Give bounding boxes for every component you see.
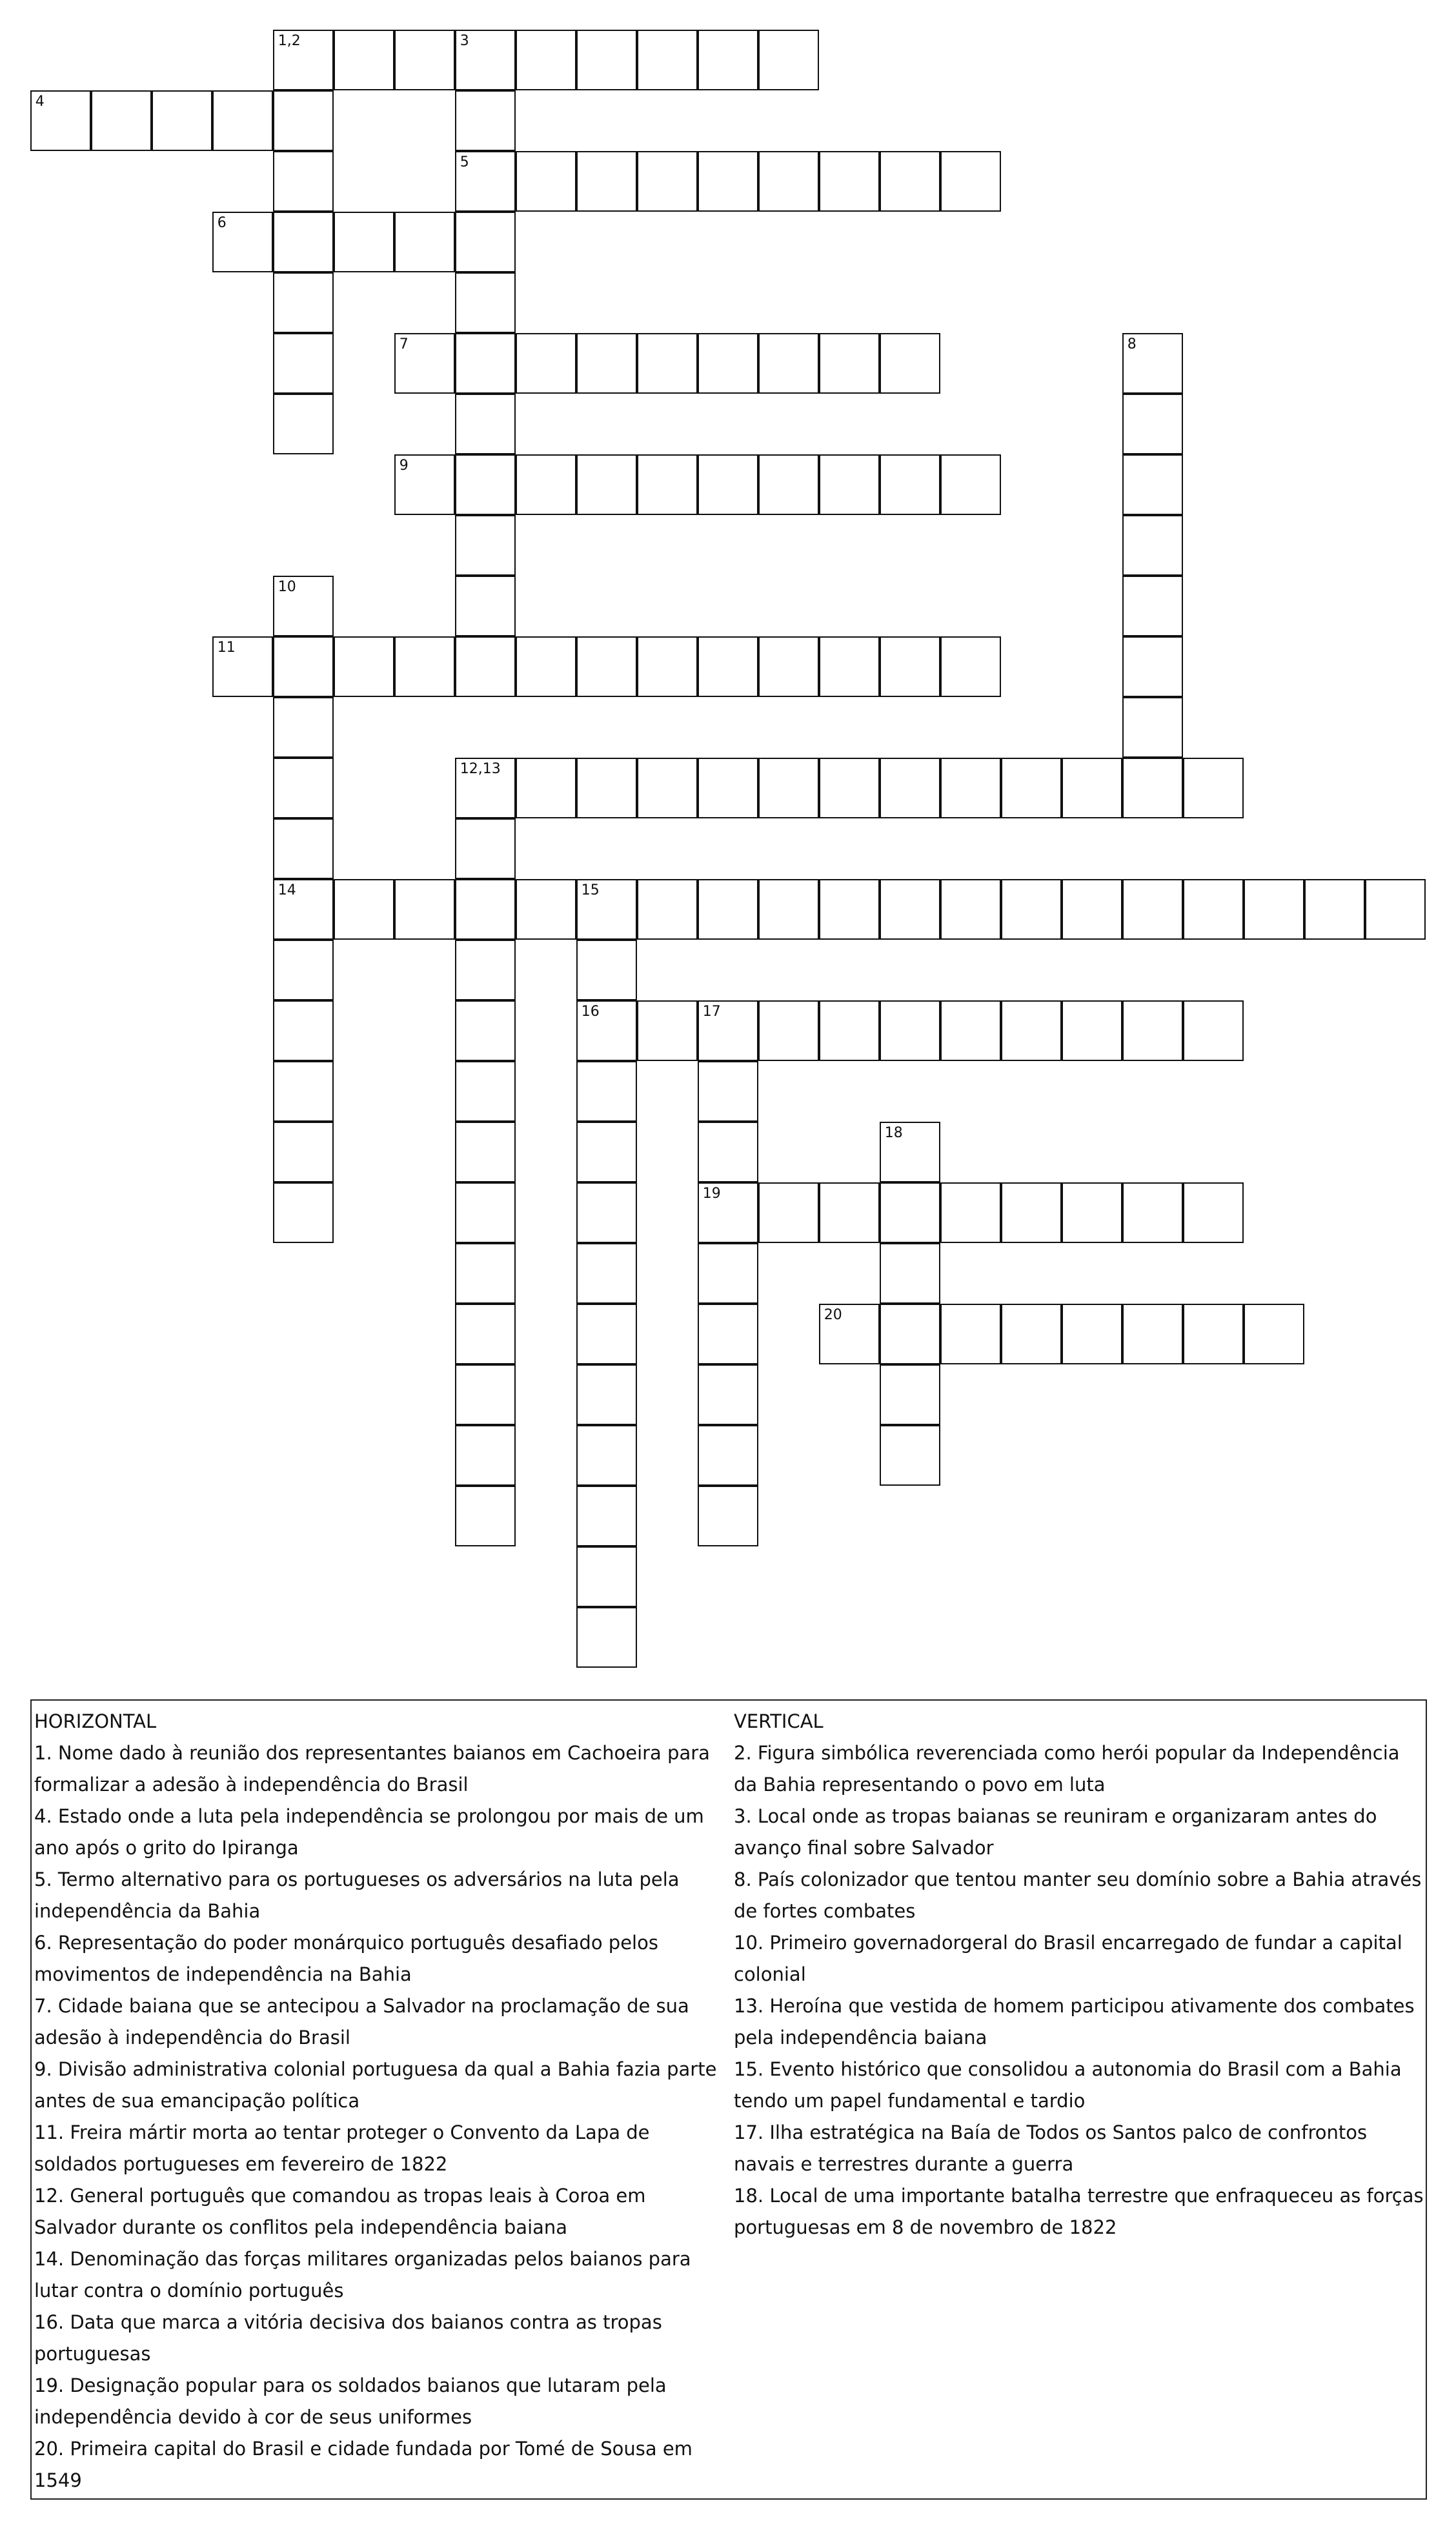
clue-number: 19 [702,1185,721,1202]
grid-cell[interactable] [758,151,819,212]
grid-cell[interactable] [758,1182,819,1243]
grid-cell[interactable] [334,212,394,272]
grid-cell[interactable] [1062,758,1122,818]
grid-cell[interactable] [940,1304,1001,1364]
grid-cell[interactable] [880,151,940,212]
horizontal-clue-1: 1. Nome dado à reunião dos representantes baianos em Cachoeira para formalizar a adesão à independência do Brasil [34,1742,710,1796]
horizontal-clue-19: 19. Designação popular para os soldados baianos que lutaram pela independência devido à cor de seus uniformes [34,2374,667,2428]
grid-cell[interactable] [576,758,637,818]
grid-cell[interactable] [273,151,334,212]
grid-cell[interactable] [1001,1304,1062,1364]
clue-number: 3 [460,32,469,49]
grid-cell[interactable] [455,333,516,394]
clue-number: 12,13 [460,760,501,777]
grid-cell[interactable] [698,1486,758,1546]
grid-cell[interactable] [940,1000,1001,1061]
grid-cell[interactable] [576,879,637,940]
grid-cell[interactable] [516,333,576,394]
grid-cell[interactable] [455,90,516,151]
grid-cell[interactable] [576,1304,637,1364]
grid-cell[interactable] [516,636,576,697]
grid-cell[interactable] [698,30,758,90]
grid-cell[interactable] [455,1122,516,1182]
grid-cell[interactable] [516,30,576,90]
grid-cell[interactable] [1062,1000,1122,1061]
grid-cell[interactable] [880,1364,940,1425]
grid-cell[interactable] [880,1182,940,1243]
grid-cell[interactable] [30,90,91,151]
clue-number: 1,2 [278,32,301,49]
grid-cell[interactable] [698,879,758,940]
grid-cell[interactable] [394,636,455,697]
grid-cell[interactable] [758,636,819,697]
grid-cell[interactable] [698,1000,758,1061]
grid-cell[interactable] [819,151,880,212]
grid-cell[interactable] [1183,1304,1244,1364]
grid-cell[interactable] [455,1243,516,1304]
grid-cell[interactable] [758,879,819,940]
grid-cell[interactable] [273,697,334,758]
grid-cell[interactable] [1122,394,1183,454]
grid-cell[interactable] [880,879,940,940]
grid-cell[interactable] [1001,1182,1062,1243]
grid-cell[interactable] [394,879,455,940]
grid-cell[interactable] [152,90,212,151]
horizontal-clue-20: 20. Primeira capital do Brasil e cidade fundada por Tomé de Sousa em 1549 [34,2438,693,2491]
clue-number: 9 [399,457,409,474]
grid-cell[interactable] [576,1000,637,1061]
grid-cell[interactable] [576,333,637,394]
grid-cell[interactable] [1001,758,1062,818]
grid-cell[interactable] [273,90,334,151]
grid-cell[interactable] [1122,697,1183,758]
grid-cell[interactable] [576,940,637,1000]
grid-cell[interactable] [576,30,637,90]
clues-box [30,1699,1427,2500]
grid-cell[interactable] [819,1000,880,1061]
horizontal-clue-12: 12. General português que comandou as tropas leais à Coroa em Salvador durante os conflitos pela independência baiana [34,2185,646,2238]
grid-cell[interactable] [455,1364,516,1425]
grid-cell[interactable] [273,1182,334,1243]
grid-cell[interactable] [698,1061,758,1122]
grid-cell[interactable] [637,454,698,515]
grid-cell[interactable] [1244,1304,1304,1364]
grid-cell[interactable] [576,636,637,697]
clue-number: 6 [217,214,227,231]
grid-cell[interactable] [455,212,516,272]
grid-cell[interactable] [516,758,576,818]
grid-cell[interactable] [698,636,758,697]
grid-cell[interactable] [819,1182,880,1243]
grid-cell[interactable] [455,1061,516,1122]
clue-number: 15 [581,882,600,898]
clue-number: 17 [702,1003,721,1020]
clue-number: 4 [35,93,45,110]
grid-cell[interactable] [819,1304,880,1364]
grid-cell[interactable] [334,30,394,90]
horizontal-clue-6: 6. Representação do poder monárquico português desafiado pelos movimentos de independência na Bahia [34,1932,658,1985]
clue-number: 5 [460,154,469,170]
horizontal-clue-5: 5. Termo alternativo para os portugueses os adversários na luta pela independência da Bahia [34,1868,680,1922]
grid-cell[interactable] [273,212,334,272]
vertical-clue-8: 8. País colonizador que tentou manter seu domínio sobre a Bahia através de fortes combates [734,1868,1422,1922]
grid-cell[interactable] [455,879,516,940]
grid-cell[interactable] [880,1122,940,1182]
grid-cell[interactable] [637,879,698,940]
grid-cell[interactable] [394,30,455,90]
grid-cell[interactable] [637,1000,698,1061]
grid-cell[interactable] [455,515,516,576]
grid-cell[interactable] [1365,879,1426,940]
grid-cell[interactable] [576,1486,637,1546]
grid-cell[interactable] [334,879,394,940]
horizontal-clue-14: 14. Denominação das forças militares organizadas pelos baianos para lutar contra o domínio português [34,2248,691,2302]
grid-cell[interactable] [940,454,1001,515]
grid-cell[interactable] [637,151,698,212]
grid-cell[interactable] [394,212,455,272]
grid-cell[interactable] [758,1000,819,1061]
grid-cell[interactable] [273,1000,334,1061]
grid-cell[interactable] [1001,1000,1062,1061]
grid-cell[interactable] [880,454,940,515]
grid-cell[interactable] [576,1243,637,1304]
horizontal-clue-7: 7. Cidade baiana que se antecipou a Salvador na proclamação de sua adesão à independência do Brasil [34,1995,689,2049]
grid-cell[interactable] [455,1000,516,1061]
vertical-clue-15: 15. Evento histórico que consolidou a autonomia do Brasil com a Bahia tendo um papel fundamental e tardio [734,2058,1402,2112]
clue-number: 20 [824,1306,842,1323]
grid-cell[interactable] [455,1486,516,1546]
horizontal-clue-11: 11. Freira mártir morta ao tentar proteger o Convento da Lapa de soldados portugueses em fevereiro de 1822 [34,2121,650,2175]
grid-cell[interactable] [758,758,819,818]
grid-cell[interactable] [698,1243,758,1304]
grid-cell[interactable] [1244,879,1304,940]
grid-cell[interactable] [212,212,273,272]
grid-cell[interactable] [212,636,273,697]
grid-cell[interactable] [1062,1182,1122,1243]
grid-cell[interactable] [698,333,758,394]
grid-cell[interactable] [455,1304,516,1364]
grid-cell[interactable] [637,30,698,90]
grid-cell[interactable] [455,758,516,818]
grid-cell[interactable] [698,1364,758,1425]
grid-cell[interactable] [758,30,819,90]
grid-cell[interactable] [455,30,516,90]
vertical-clue-17: 17. Ilha estratégica na Baía de Todos os Santos palco de confrontos navais e terrestres durante a guerra [734,2121,1368,2175]
horizontal-clue-4: 4. Estado onde a luta pela independência se prolongou por mais de um ano após o grito do Ipiranga [34,1805,704,1859]
grid-cell[interactable] [880,1425,940,1486]
grid-cell[interactable] [1062,1304,1122,1364]
grid-cell[interactable] [1122,454,1183,515]
grid-cell[interactable] [576,454,637,515]
grid-cell[interactable] [1183,1182,1244,1243]
grid-cell[interactable] [273,30,334,90]
grid-cell[interactable] [455,576,516,636]
grid-cell[interactable] [455,636,516,697]
grid-cell[interactable] [273,879,334,940]
grid-cell[interactable] [819,758,880,818]
grid-cell[interactable] [576,1546,637,1607]
grid-cell[interactable] [516,151,576,212]
grid-cell[interactable] [576,1364,637,1425]
grid-cell[interactable] [880,758,940,818]
clue-number: 16 [581,1003,600,1020]
grid-cell[interactable] [516,454,576,515]
vertical-clue-2: 2. Figura simbólica reverenciada como herói popular da Independência da Bahia representando o povo em luta [734,1742,1400,1796]
grid-cell[interactable] [880,1304,940,1364]
grid-cell[interactable] [940,636,1001,697]
clue-number: 14 [278,882,296,898]
grid-cell[interactable] [880,636,940,697]
grid-cell[interactable] [1122,1000,1183,1061]
grid-cell[interactable] [637,333,698,394]
grid-cell[interactable] [273,1122,334,1182]
grid-cell[interactable] [576,1061,637,1122]
grid-cell[interactable] [273,1061,334,1122]
grid-cell[interactable] [273,272,334,333]
clue-number: 10 [278,578,296,595]
grid-cell[interactable] [698,151,758,212]
grid-cell[interactable] [940,758,1001,818]
grid-cell[interactable] [455,1182,516,1243]
grid-cell[interactable] [1122,1182,1183,1243]
grid-cell[interactable] [1122,879,1183,940]
horizontal-clue-16: 16. Data que marca a vitória decisiva dos baianos contra as tropas portuguesas [34,2311,662,2365]
grid-cell[interactable] [455,818,516,879]
grid-cell[interactable] [91,90,152,151]
grid-cell[interactable] [455,394,516,454]
grid-cell[interactable] [880,333,940,394]
grid-cell[interactable] [637,636,698,697]
grid-cell[interactable] [637,758,698,818]
grid-cell[interactable] [1062,879,1122,940]
grid-cell[interactable] [1001,879,1062,940]
grid-cell[interactable] [455,272,516,333]
grid-cell[interactable] [758,333,819,394]
grid-cell[interactable] [576,1425,637,1486]
grid-cell[interactable] [1183,758,1244,818]
grid-cell[interactable] [576,1122,637,1182]
grid-cell[interactable] [273,758,334,818]
grid-cell[interactable] [273,394,334,454]
grid-cell[interactable] [212,90,273,151]
vertical-clues [734,1706,1424,2243]
grid-cell[interactable] [516,879,576,940]
grid-cell[interactable] [758,454,819,515]
grid-cell[interactable] [698,758,758,818]
vertical-heading: VERTICAL [734,1710,824,1732]
grid-cell[interactable] [1122,576,1183,636]
grid-cell[interactable] [1122,758,1183,818]
clue-number: 11 [217,639,236,656]
grid-cell[interactable] [1122,515,1183,576]
grid-cell[interactable] [1122,636,1183,697]
grid-cell[interactable] [455,1425,516,1486]
grid-cell[interactable] [698,1425,758,1486]
grid-cell[interactable] [273,333,334,394]
grid-cell[interactable] [819,454,880,515]
grid-cell[interactable] [394,454,455,515]
grid-cell[interactable] [273,576,334,636]
vertical-clue-13: 13. Heroína que vestida de homem participou ativamente dos combates pela independência baiana [734,1995,1415,2049]
grid-cell[interactable] [1122,333,1183,394]
grid-cell[interactable] [880,1243,940,1304]
vertical-clue-3: 3. Local onde as tropas baianas se reuniram e organizaram antes do avanço final sobre Salvador [734,1805,1377,1859]
grid-cell[interactable] [698,1304,758,1364]
grid-cell[interactable] [698,1122,758,1182]
grid-cell[interactable] [455,940,516,1000]
clue-number: 8 [1127,336,1137,352]
grid-cell[interactable] [940,151,1001,212]
grid-cell[interactable] [1122,1304,1183,1364]
grid-cell[interactable] [576,151,637,212]
grid-cell[interactable] [819,636,880,697]
horizontal-clues [34,1706,725,2496]
grid-cell[interactable] [576,1607,637,1668]
grid-cell[interactable] [698,454,758,515]
grid-cell[interactable] [1304,879,1365,940]
grid-cell[interactable] [455,151,516,212]
clue-number: 18 [884,1124,903,1141]
horizontal-heading: HORIZONTAL [34,1710,157,1732]
grid-cell[interactable] [334,636,394,697]
grid-cell[interactable] [394,333,455,394]
grid-cell[interactable] [1183,879,1244,940]
grid-cell[interactable] [576,1182,637,1243]
vertical-clue-18: 18. Local de uma importante batalha terrestre que enfraqueceu as forças portuguesas em 8 de novembro de 1822 [734,2185,1424,2238]
horizontal-clue-9: 9. Divisão administrativa colonial portuguesa da qual a Bahia fazia parte antes de sua emancipação política [34,2058,717,2112]
grid-cell[interactable] [273,940,334,1000]
grid-cell[interactable] [273,818,334,879]
vertical-clue-10: 10. Primeiro governadorgeral do Brasil encarregado de fundar a capital colonial [734,1932,1402,1985]
clue-number: 7 [399,336,409,352]
grid-cell[interactable] [1183,1000,1244,1061]
grid-cell[interactable] [880,1000,940,1061]
grid-cell[interactable] [940,1182,1001,1243]
grid-cell[interactable] [455,454,516,515]
grid-cell[interactable] [819,879,880,940]
grid-cell[interactable] [819,333,880,394]
grid-cell[interactable] [273,636,334,697]
grid-cell[interactable] [940,879,1001,940]
grid-cell[interactable] [698,1182,758,1243]
